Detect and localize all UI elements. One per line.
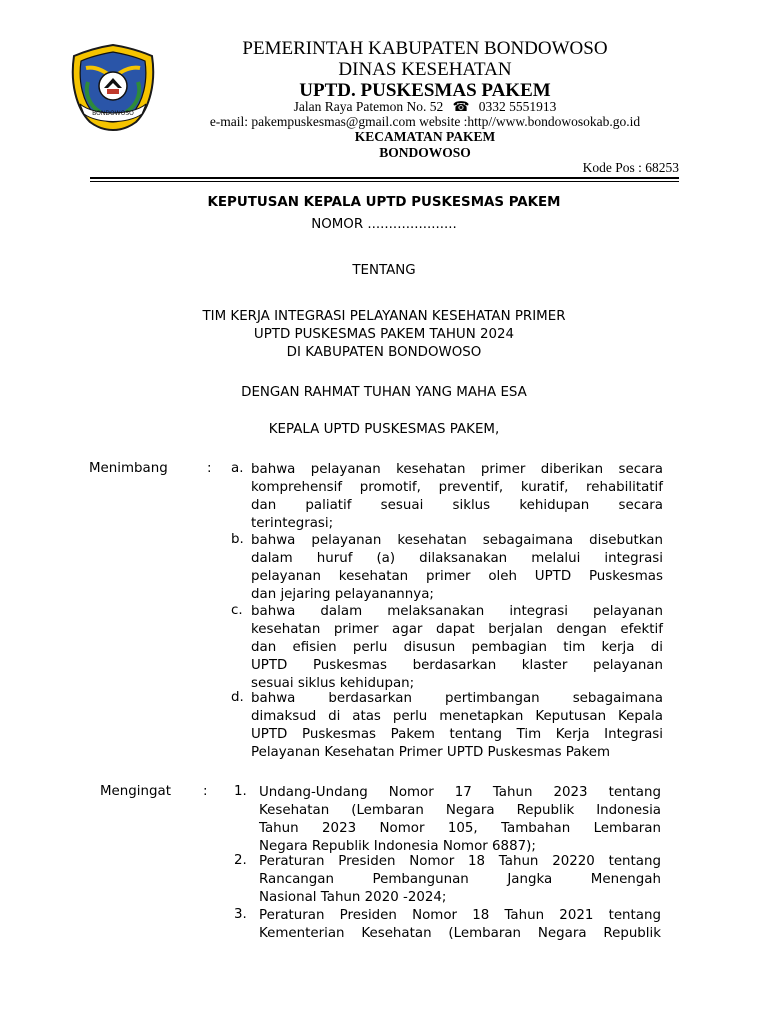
letterhead-divider-thick bbox=[90, 177, 679, 179]
menimbang-colon: : bbox=[207, 461, 212, 476]
menimbang-mark-c: c. bbox=[231, 603, 243, 618]
item-line: pelayanan kesehatan primer oleh UPTD Puskesmas bbox=[251, 569, 663, 584]
decree-number: NOMOR ..................... bbox=[311, 217, 457, 232]
letterhead-address-line bbox=[160, 99, 690, 115]
mengingat-label: Mengingat bbox=[100, 784, 171, 799]
mengingat-colon: : bbox=[203, 784, 208, 799]
letterhead-city: BONDOWOSO bbox=[379, 145, 471, 160]
bondowoso-regency-logo bbox=[66, 42, 160, 132]
item-line: Peraturan Presiden Nomor 18 Tahun 2021 tentang bbox=[259, 908, 661, 923]
item-line: kesehatan primer agar dapat berjalan dengan efektif bbox=[251, 622, 663, 637]
item-line: komprehensif promotif, preventif, kuratif, rehabilitatif bbox=[251, 480, 663, 495]
menimbang-label: Menimbang bbox=[89, 461, 168, 476]
letterhead-institution: UPTD. PUSKESMAS PAKEM bbox=[299, 80, 551, 101]
letterhead-contact: e-mail: pakempuskesmas@gmail.com website :http//www.bondowosokab.go.id bbox=[209, 114, 641, 129]
mengingat-mark-3: 3. bbox=[234, 907, 247, 922]
subject-line-1: TIM KERJA INTEGRASI PELAYANAN KESEHATAN PRIMER bbox=[202, 309, 566, 324]
item-line: bahwa pelayanan kesehatan sebagaimana disebutkan bbox=[251, 533, 663, 548]
postal-code: Kode Pos : 68253 bbox=[582, 160, 679, 175]
menimbang-item-b bbox=[251, 532, 663, 604]
letterhead-department: DINAS KESEHATAN bbox=[338, 59, 512, 80]
svg-text:BONDOWOSO: BONDOWOSO bbox=[92, 110, 134, 117]
decree-title: KEPUTUSAN KEPALA UPTD PUSKESMAS PAKEM bbox=[207, 195, 561, 210]
item-line: dan paliatif sesuai siklus kehidupan secara bbox=[251, 498, 663, 513]
item-line: UPTD Puskesmas Pakem tentang Tim Kerja Integrasi bbox=[251, 727, 663, 742]
subject-line-3: DI KABUPATEN BONDOWOSO bbox=[286, 345, 482, 360]
item-line: UPTD Puskesmas berdasarkan klaster pelayanan bbox=[251, 658, 663, 673]
blessing-line: DENGAN RAHMAT TUHAN YANG MAHA ESA bbox=[241, 385, 527, 400]
item-line: dan efisien perlu disusun pembagian tim kerja di bbox=[251, 640, 663, 655]
item-line: bahwa dalam melaksanakan integrasi pelayanan bbox=[251, 604, 663, 619]
menimbang-item-a bbox=[251, 461, 663, 533]
mengingat-item-3 bbox=[259, 907, 661, 943]
phone-icon: ☎ bbox=[452, 99, 470, 114]
mengingat-item-2 bbox=[259, 853, 661, 907]
item-line: dan jejaring pelayanannya; bbox=[251, 587, 434, 602]
item-line: Undang-Undang Nomor 17 Tahun 2023 tentang bbox=[259, 785, 661, 800]
phone-number: 0332 5551913 bbox=[478, 99, 557, 114]
item-line: bahwa pelayanan kesehatan primer diberikan secara bbox=[251, 462, 663, 477]
mengingat-item-1 bbox=[259, 784, 661, 856]
menimbang-item-d bbox=[251, 690, 663, 762]
item-line: Kesehatan (Lembaran Negara Republik Indonesia bbox=[259, 803, 661, 818]
letterhead-government: PEMERINTAH KABUPATEN BONDOWOSO bbox=[242, 38, 608, 59]
item-line: Rancangan Pembangunan Jangka Menengah bbox=[259, 872, 661, 887]
item-line: sesuai siklus kehidupan; bbox=[251, 676, 415, 691]
item-line: Negara Republik Indonesia Nomor 6887); bbox=[259, 839, 536, 854]
address-text: Jalan Raya Patemon No. 52 bbox=[293, 99, 444, 114]
item-line: dalam huruf (a) dilaksanakan melalui integrasi bbox=[251, 551, 663, 566]
mengingat-mark-2: 2. bbox=[234, 853, 247, 868]
item-line: terintegrasi; bbox=[251, 516, 334, 531]
item-line: bahwa berdasarkan pertimbangan sebagaimana bbox=[251, 691, 663, 706]
issuer-line: KEPALA UPTD PUSKESMAS PAKEM, bbox=[268, 422, 500, 437]
mengingat-mark-1: 1. bbox=[234, 784, 247, 799]
item-line: Nasional Tahun 2020 -2024; bbox=[259, 890, 447, 905]
letterhead-divider-thin bbox=[90, 181, 679, 182]
item-line: Tahun 2023 Nomor 105, Tambahan Lembaran bbox=[259, 821, 661, 836]
menimbang-item-c bbox=[251, 603, 663, 693]
menimbang-mark-b: b. bbox=[231, 532, 244, 547]
letterhead-district: KECAMATAN PAKEM bbox=[354, 129, 496, 144]
item-line: Peraturan Presiden Nomor 18 Tahun 20220 tentang bbox=[259, 854, 661, 869]
menimbang-mark-d: d. bbox=[231, 690, 244, 705]
subject-line-2: UPTD PUSKESMAS PAKEM TAHUN 2024 bbox=[253, 327, 515, 342]
menimbang-mark-a: a. bbox=[231, 461, 244, 476]
item-line: Kementerian Kesehatan (Lembaran Negara Republik bbox=[259, 926, 661, 941]
about-heading: TENTANG bbox=[352, 263, 416, 278]
item-line: Pelayanan Kesehatan Primer UPTD Puskesmas Pakem bbox=[251, 745, 611, 760]
item-line: dimaksud di atas perlu menetapkan Keputusan Kepala bbox=[251, 709, 663, 724]
